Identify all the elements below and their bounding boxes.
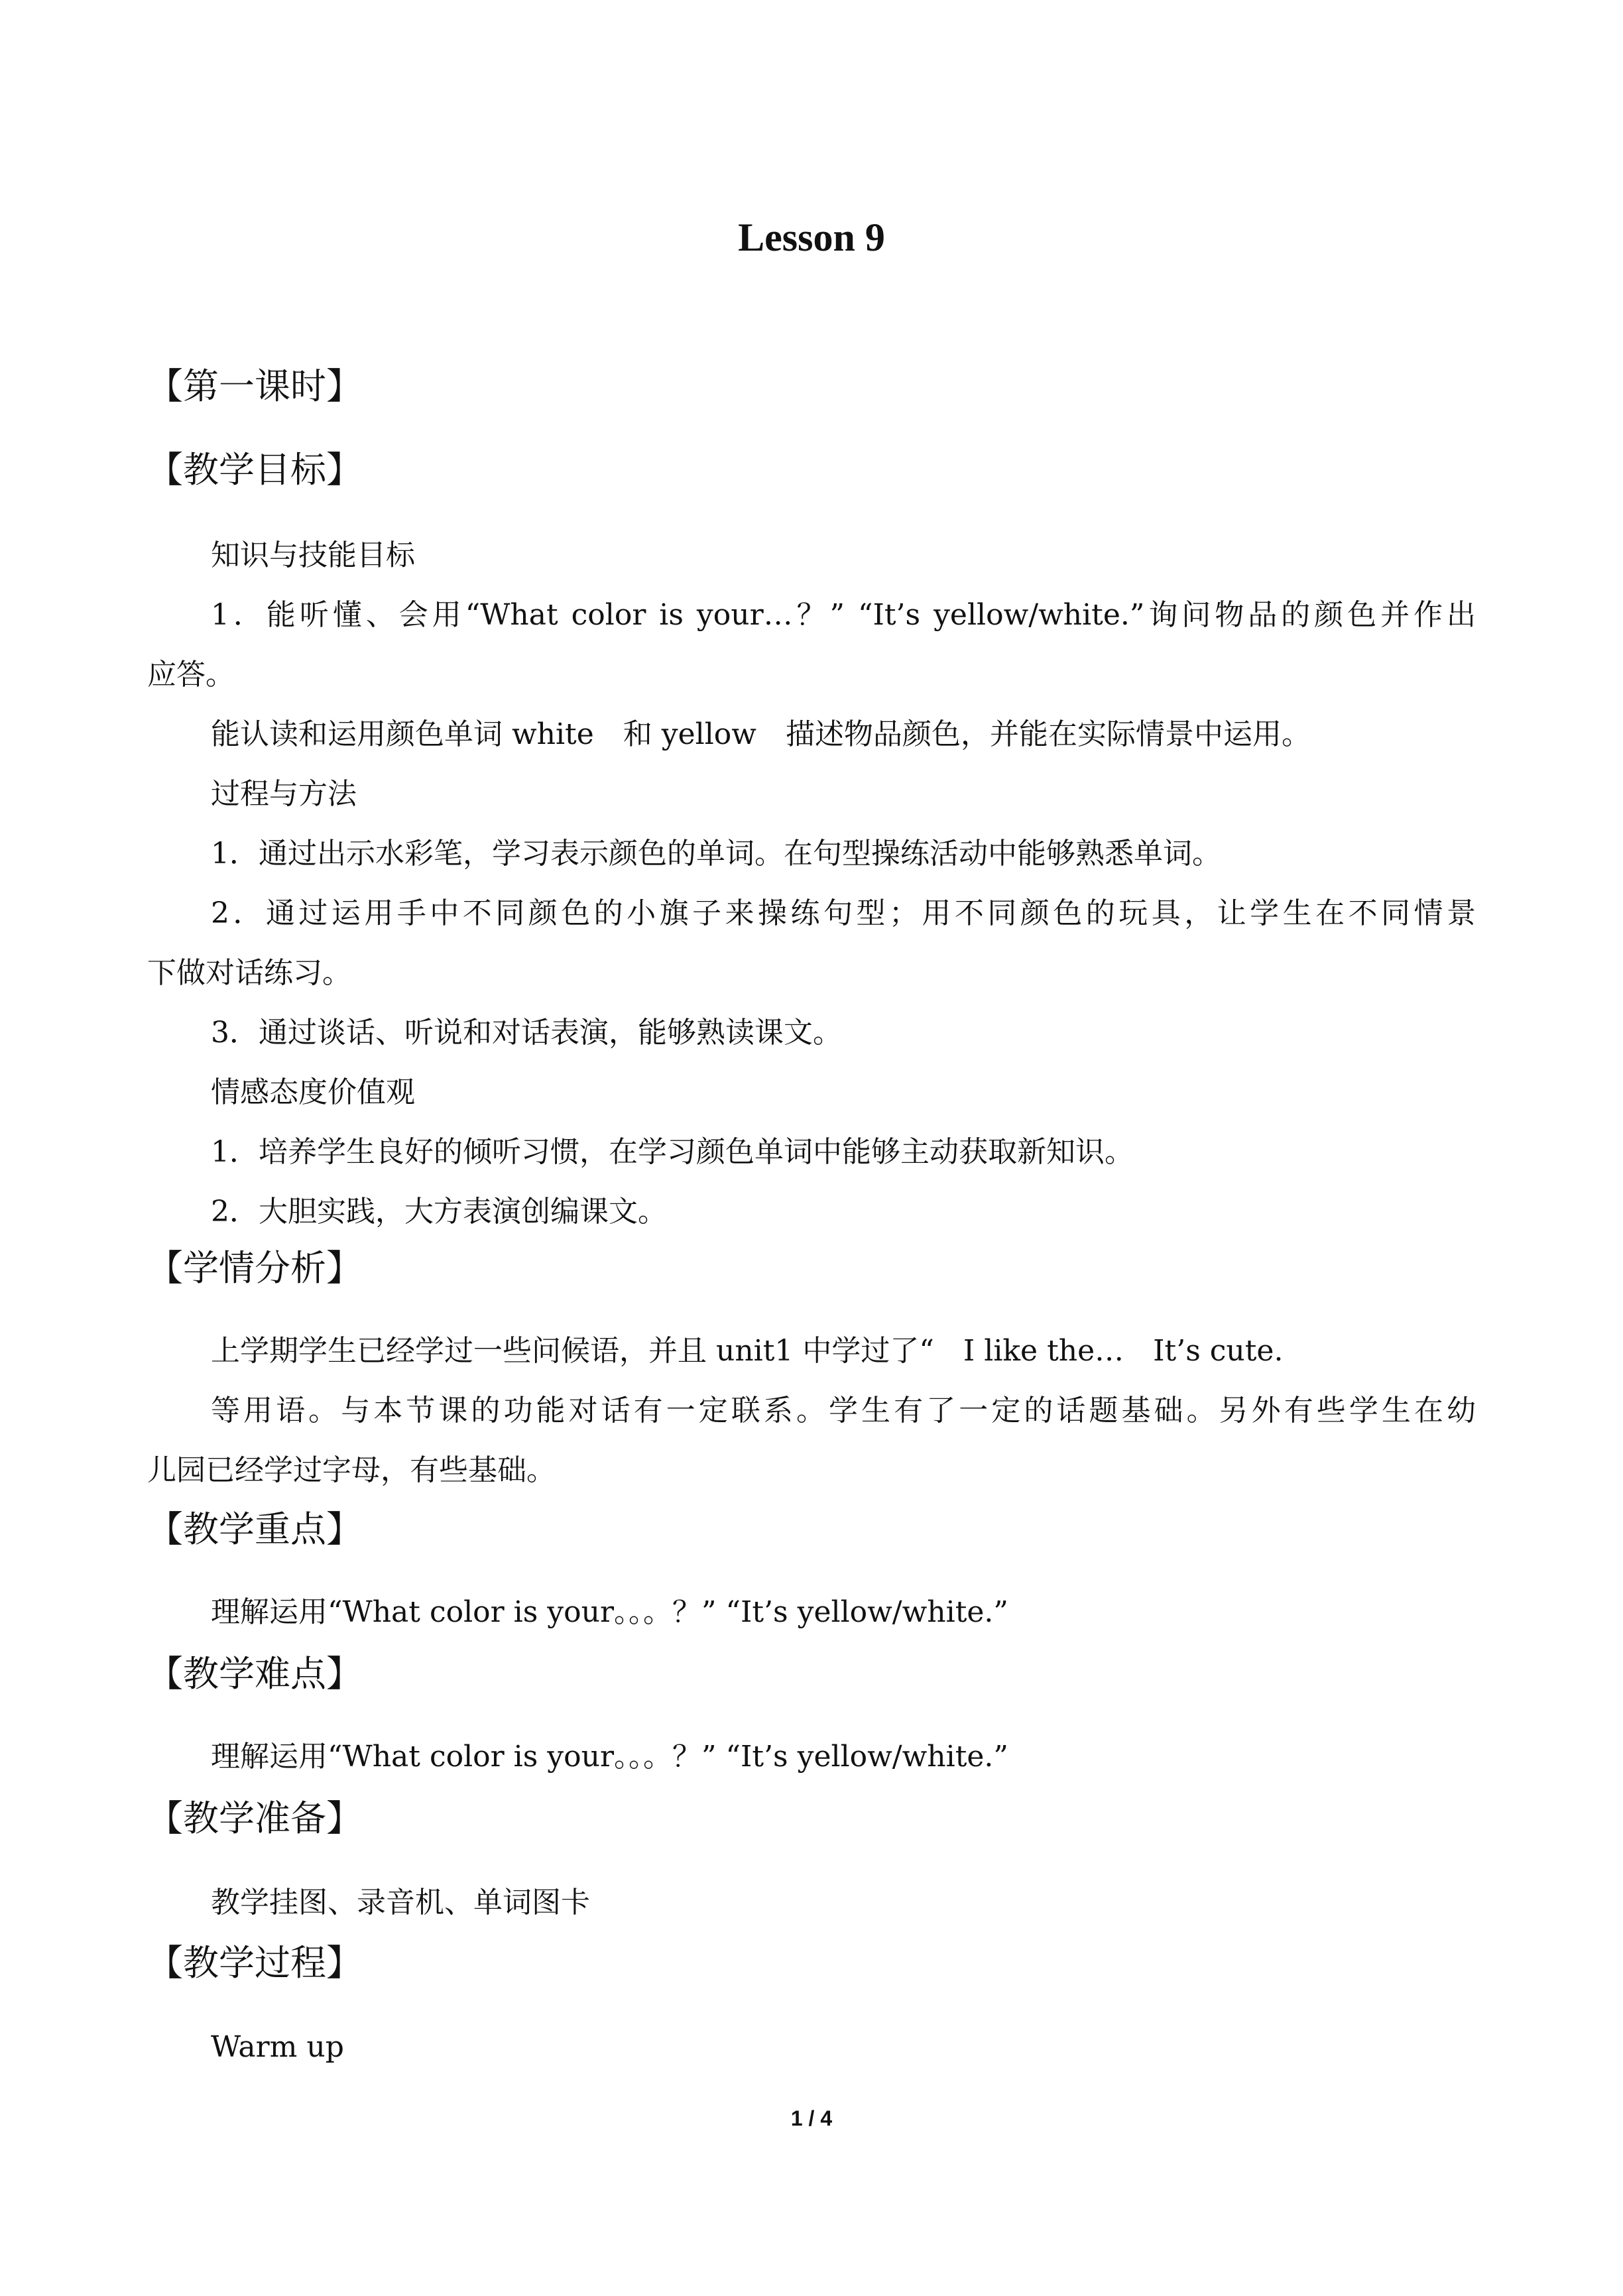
paragraph-line: 儿园已经学过字母，有些基础。 xyxy=(147,1453,556,1487)
section-heading-preparation: 【教学准备】 xyxy=(147,1797,362,1839)
page-number: 1 / 4 xyxy=(790,2106,833,2130)
paragraph-line: 理解运用“What color is your。。。？” “It’s yellow/white.” xyxy=(211,1595,1008,1629)
subheading-emotion-values: 情感态度价值观 xyxy=(211,1075,415,1109)
section-heading-teaching-objectives: 【教学目标】 xyxy=(147,449,362,491)
paragraph-line: 2．通过运用手中不同颜色的小旗子来操练句型；用不同颜色的玩具，让学生在不同情景 xyxy=(211,896,1476,930)
paragraph-line: 等用语。与本节课的功能对话有一定联系。学生有了一定的话题基础。另外有些学生在幼 xyxy=(211,1394,1476,1427)
paragraph-line: 1．通过出示水彩笔，学习表示颜色的单词。在句型操练活动中能够熟悉单词。 xyxy=(211,837,1221,871)
section-heading-learner-analysis: 【学情分析】 xyxy=(147,1247,362,1289)
paragraph-line: 能认读和运用颜色单词 white 和 yellow 描述物品颜色，并能在实际情景中运用。 xyxy=(211,717,1311,751)
document-title: Lesson 9 xyxy=(738,215,885,259)
paragraph-line: 1．能听懂、会用“What color is your…？” “It’s yellow/white.”询问物品的颜色并作出 xyxy=(211,598,1476,632)
subheading-process-method: 过程与方法 xyxy=(211,777,357,811)
paragraph-line: 上学期学生已经学过一些问候语，并且 unit1 中学过了“ I like the… It’s cute. xyxy=(211,1334,1284,1368)
paragraph-line: 3．通过谈话、听说和对话表演，能够熟读课文。 xyxy=(211,1016,842,1050)
paragraph-line: 2．大胆实践，大方表演创编课文。 xyxy=(211,1195,667,1229)
paragraph-line: 教学挂图、录音机、单词图卡 xyxy=(211,1886,590,1919)
subheading-knowledge-skills: 知识与技能目标 xyxy=(211,538,415,572)
paragraph-line: Warm up xyxy=(211,2030,344,2064)
section-heading-first-lesson: 【第一课时】 xyxy=(147,365,362,407)
paragraph-line: 下做对话练习。 xyxy=(147,956,351,990)
section-heading-key-points: 【教学重点】 xyxy=(147,1508,362,1550)
section-heading-teaching-process: 【教学过程】 xyxy=(147,1942,362,1984)
paragraph-line: 1．培养学生良好的倾听习惯，在学习颜色单词中能够主动获取新知识。 xyxy=(211,1135,1134,1169)
paragraph-line: 应答。 xyxy=(147,658,235,692)
paragraph-line: 理解运用“What color is your。。。？” “It’s yellow/white.” xyxy=(211,1740,1008,1774)
section-heading-difficult-points: 【教学难点】 xyxy=(147,1653,362,1695)
